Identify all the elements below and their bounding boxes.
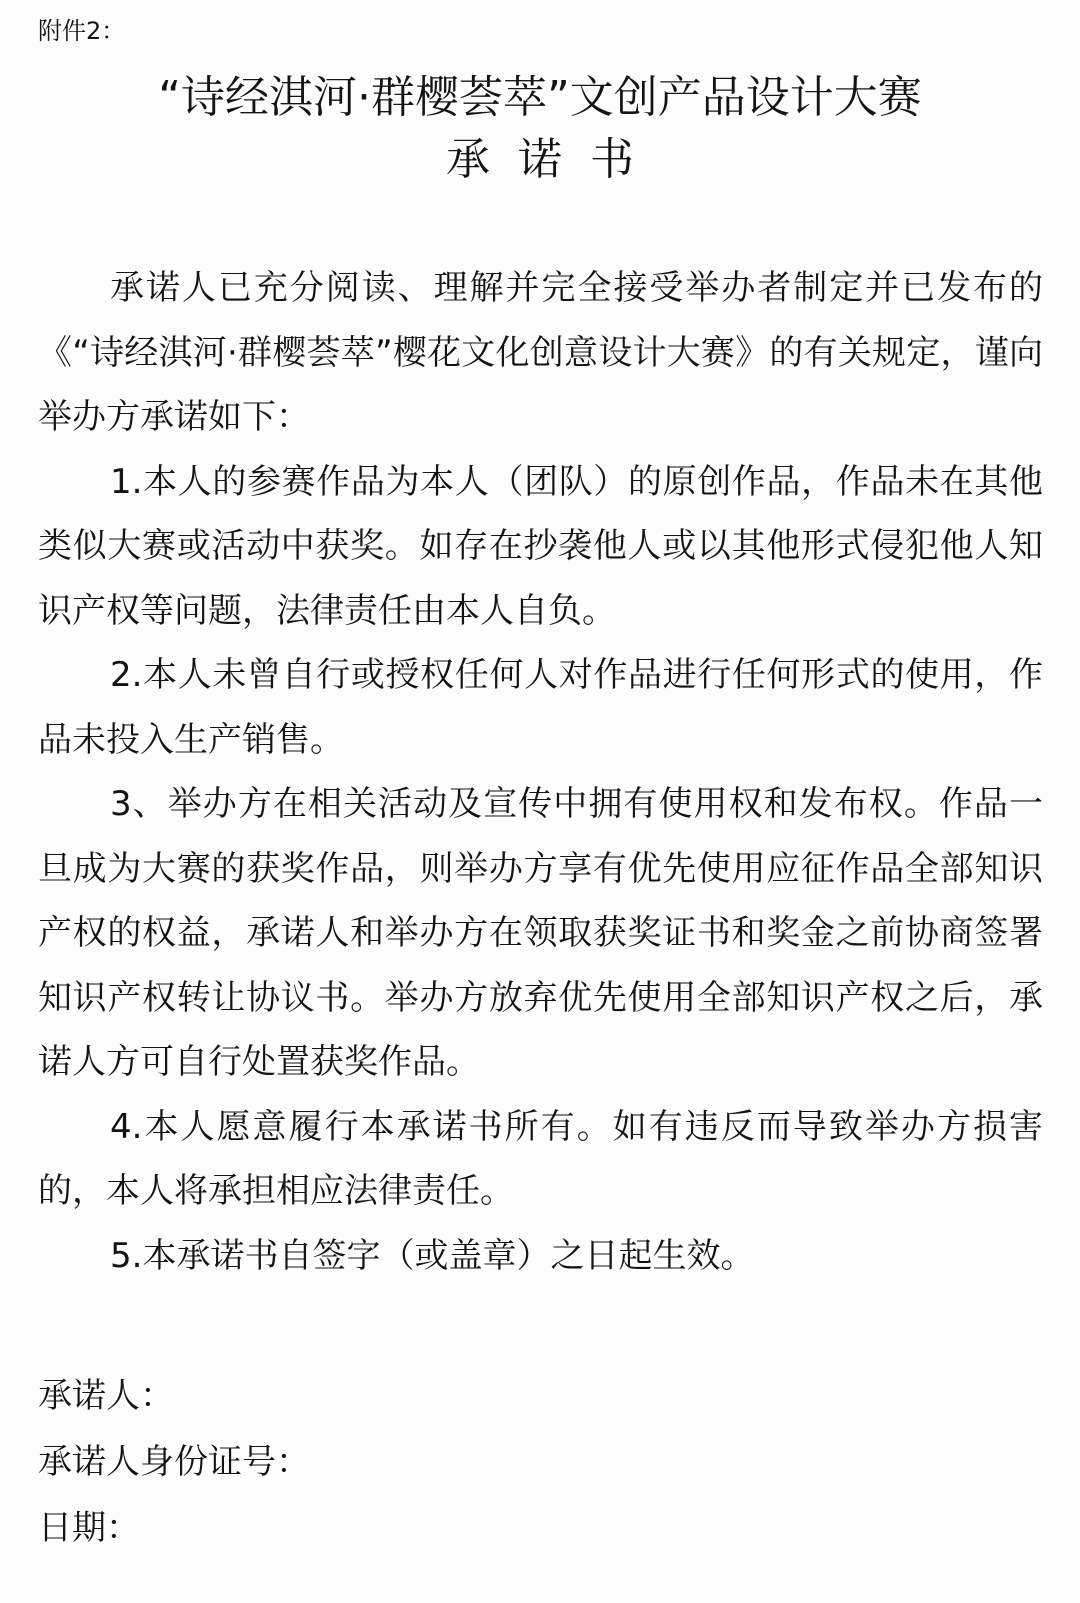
paragraph-clause-5: 5.本承诺书自签字（或盖章）之日起生效。 [110, 1235, 755, 1276]
id-number-label: 承诺人身份证号： [38, 1442, 310, 1482]
paragraph-clause-3: 3、举办方在相关活动及宣传中拥有使用权和发布权。作品一旦成为大赛的获奖作品，则举办方享有优先使用应征作品全部知识产权的权益，承诺人和举办方在领取获奖证书和奖金之前协商签署知识产权转让协议书。举办方放弃优先使用全部知识产权之后，承诺人方可自行处置获奖作品。 [38, 784, 1043, 1082]
date-label: 日期： [38, 1508, 140, 1548]
document-title: “诗经淇河·群樱荟萃”文创产品设计大赛 [158, 72, 922, 123]
document-body [38, 256, 1043, 1288]
attachment-label: 附件2： [38, 17, 126, 45]
paragraph-clause-4: 4.本人愿意履行本承诺书所有。如有违反而导致举办方损害的，本人将承担相应法律责任。 [38, 1106, 1043, 1211]
promisor-label: 承诺人： [38, 1376, 174, 1416]
paragraph-intro: 承诺人已充分阅读、理解并完全接受举办者制定并已发布的《“诗经淇河·群樱荟萃”樱花文化创意设计大赛》的有关规定，谨向举办方承诺如下： [38, 268, 1043, 437]
document-subtitle: 承诺书 [446, 134, 662, 185]
paragraph-clause-1: 1.本人的参赛作品为本人（团队）的原创作品，作品未在其他类似大赛或活动中获奖。如存在抄袭他人或以其他形式侵犯他人知识产权等问题，法律责任由本人自负。 [38, 461, 1043, 631]
paragraph-clause-2: 2.本人未曾自行或授权任何人对作品进行任何形式的使用，作品未投入生产销售。 [38, 655, 1043, 760]
